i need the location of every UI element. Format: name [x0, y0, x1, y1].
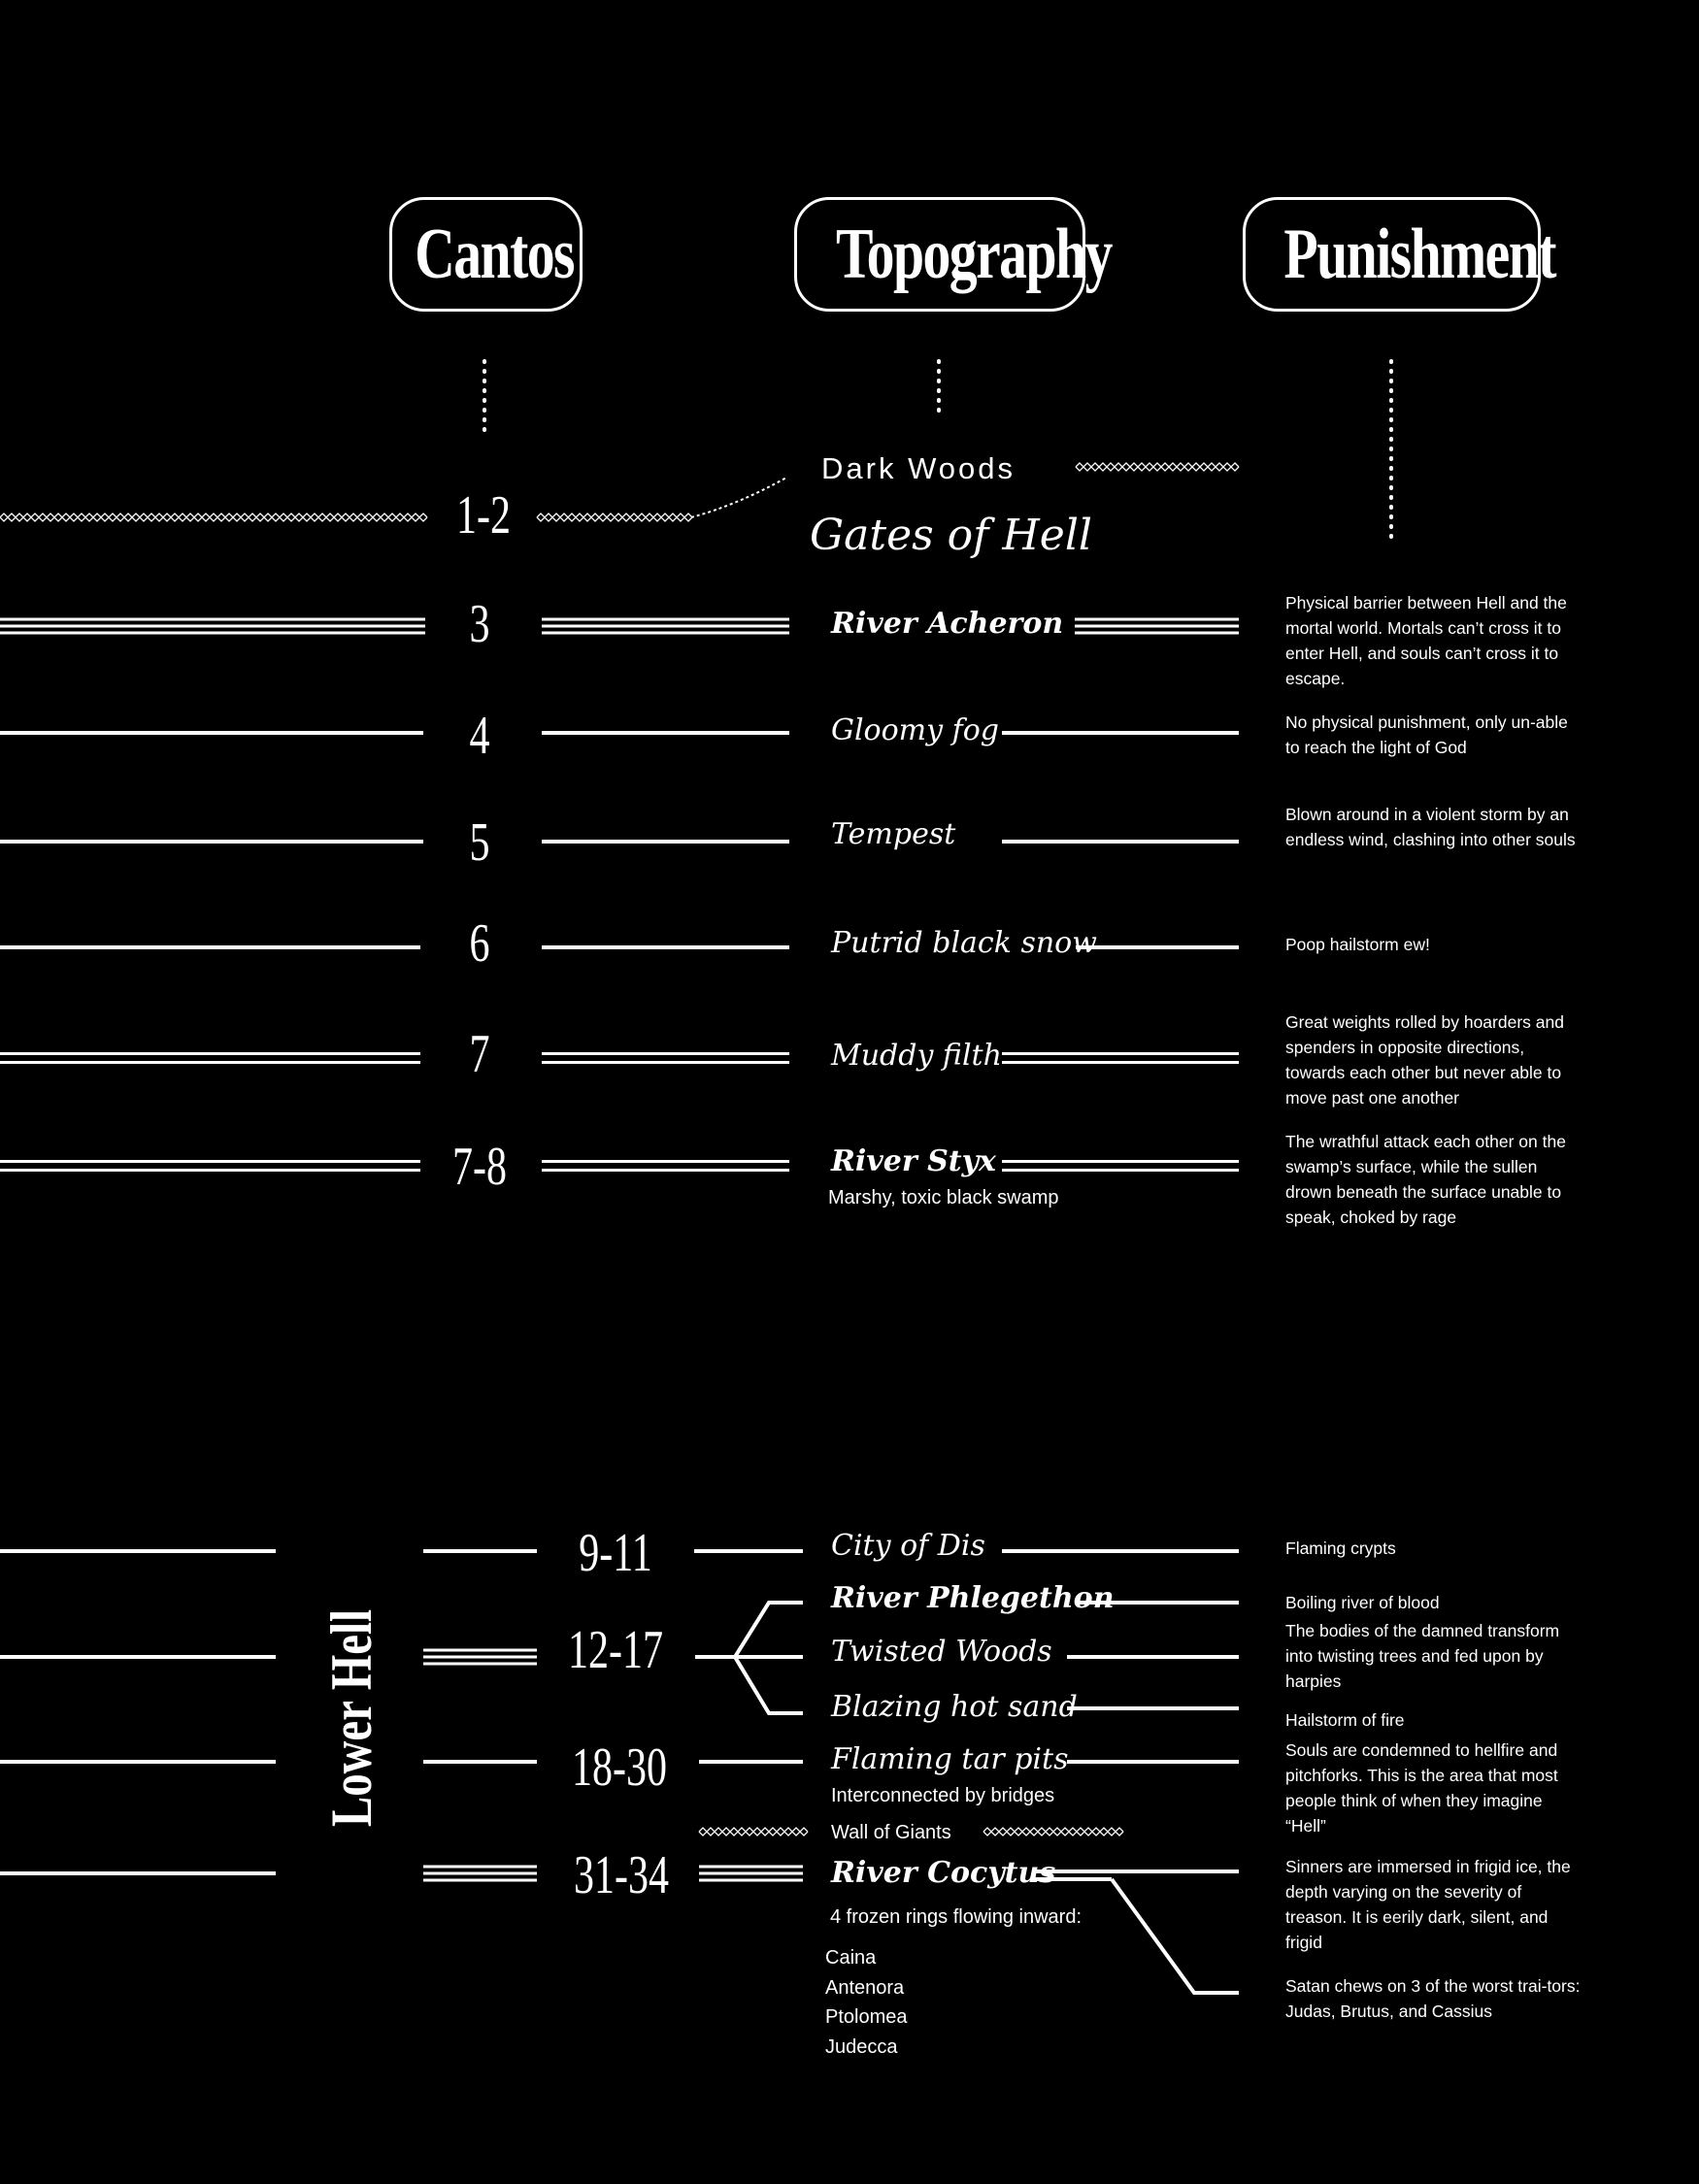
canto-31-34: 31-34 — [574, 1845, 669, 1905]
zig-wall-left-bot — [699, 1832, 808, 1836]
branch-sand — [695, 1657, 803, 1713]
zig-left-top — [0, 513, 427, 517]
punishment-phlegethon: Boiling river of blood — [1285, 1593, 1440, 1612]
topography-river-cocytus: River Cocytus — [831, 1856, 1056, 1890]
topography-tempest: Tempest — [831, 817, 956, 851]
topography-river-acheron: River Acheron — [831, 607, 1064, 641]
punishment-cocytus: Sinners are immersed in frigid ice, the depth varying on the severity of treason. It is eerily dark, silent, and frigid — [1285, 1857, 1571, 1952]
topography-wall-of-giants: Wall of Giants — [831, 1822, 951, 1843]
zig-mid-bot — [537, 517, 692, 521]
lower-hell-label: Lower Hell — [319, 1609, 383, 1827]
punishment-acheron: Physical barrier between Hell and the mortal world. Mortals can’t cross it to enter Hell, and souls can’t cross it to escape. — [1285, 593, 1567, 688]
punishment-blazing-sand: Hailstorm of fire — [1285, 1710, 1405, 1730]
canto-7-8: 7-8 — [452, 1137, 507, 1197]
topography-putrid-black-snow: Putrid black snow — [831, 926, 1097, 960]
punishment-tempest: Blown around in a violent storm by an endless wind, clashing into other souls — [1285, 805, 1576, 849]
zig-right-bot — [1076, 467, 1239, 471]
topography-tar-subtitle: Interconnected by bridges — [831, 1785, 1055, 1806]
canto-1-2: 1-2 — [456, 485, 511, 546]
satan-line — [1112, 1879, 1239, 1993]
canto-12-17: 12-17 — [568, 1620, 663, 1680]
canto-4: 4 — [469, 706, 490, 766]
header-cantos: Cantos — [389, 197, 583, 312]
header-topography: Topography — [794, 197, 1085, 312]
topography-muddy-filth: Muddy filth — [831, 1039, 1002, 1073]
header-punishment: Punishment — [1243, 197, 1541, 312]
ring-caina: Caina — [825, 1947, 877, 1969]
topography-gates-of-hell: Gates of Hell — [810, 511, 1092, 560]
punishment-twisted-woods: The bodies of the damned transform into twisting trees and fed upon by harpies — [1285, 1621, 1560, 1691]
zig-wall-right-bot — [983, 1832, 1123, 1836]
punishment-muddy-filth: Great weights rolled by hoarders and spenders in opposite directions, towards each other but never able to move past one another — [1285, 1012, 1564, 1108]
canto-5: 5 — [469, 812, 490, 873]
zig-right-top — [1076, 463, 1239, 467]
ring-antenora: Antenora — [825, 1977, 905, 1999]
topography-river-phlegethon: River Phlegethon — [831, 1581, 1115, 1615]
zig-left-bot — [0, 517, 427, 521]
topography-styx-subtitle: Marshy, toxic black swamp — [828, 1187, 1059, 1208]
ring-judecca: Judecca — [825, 2036, 898, 2058]
topography-cocytus-subtitle: 4 frozen rings flowing inward: — [830, 1906, 1083, 1928]
ring-ptolomea: Ptolomea — [825, 2006, 908, 2028]
punishment-satan: Satan chews on 3 of the worst trai-tors: Judas, Brutus, and Cassius — [1285, 1976, 1581, 2021]
canto-3: 3 — [469, 594, 490, 654]
topography-gloomy-fog: Gloomy fog — [831, 713, 999, 747]
topography-blazing-hot-sand: Blazing hot sand — [831, 1690, 1078, 1724]
canto-18-30: 18-30 — [572, 1737, 667, 1798]
topography-twisted-woods: Twisted Woods — [831, 1635, 1052, 1669]
canto-6: 6 — [469, 913, 490, 974]
zig-curve — [691, 478, 786, 517]
branch-phlegethon — [695, 1603, 803, 1657]
topography-river-styx: River Styx — [831, 1144, 996, 1178]
topography-flaming-tar-pits: Flaming tar pits — [831, 1742, 1069, 1776]
punishment-dis: Flaming crypts — [1285, 1539, 1396, 1558]
punishment-snow: Poop hailstorm ew! — [1285, 935, 1430, 954]
canto-7: 7 — [469, 1024, 490, 1084]
punishment-styx: The wrathful attack each other on the swamp’s surface, while the sullen drown beneath the surface unable to speak, choked by rage — [1285, 1132, 1566, 1227]
canto-9-11: 9-11 — [579, 1523, 652, 1583]
topography-dark-woods: Dark Woods — [821, 451, 1016, 485]
punishment-tar-pits: Souls are condemned to hellfire and pitchforks. This is the area that most people think of when they imagine “Hell” — [1285, 1740, 1558, 1836]
punishment-gloomy-fog: No physical punishment, only un-able to reach the light of God — [1285, 712, 1568, 757]
topography-city-of-dis: City of Dis — [831, 1529, 985, 1563]
